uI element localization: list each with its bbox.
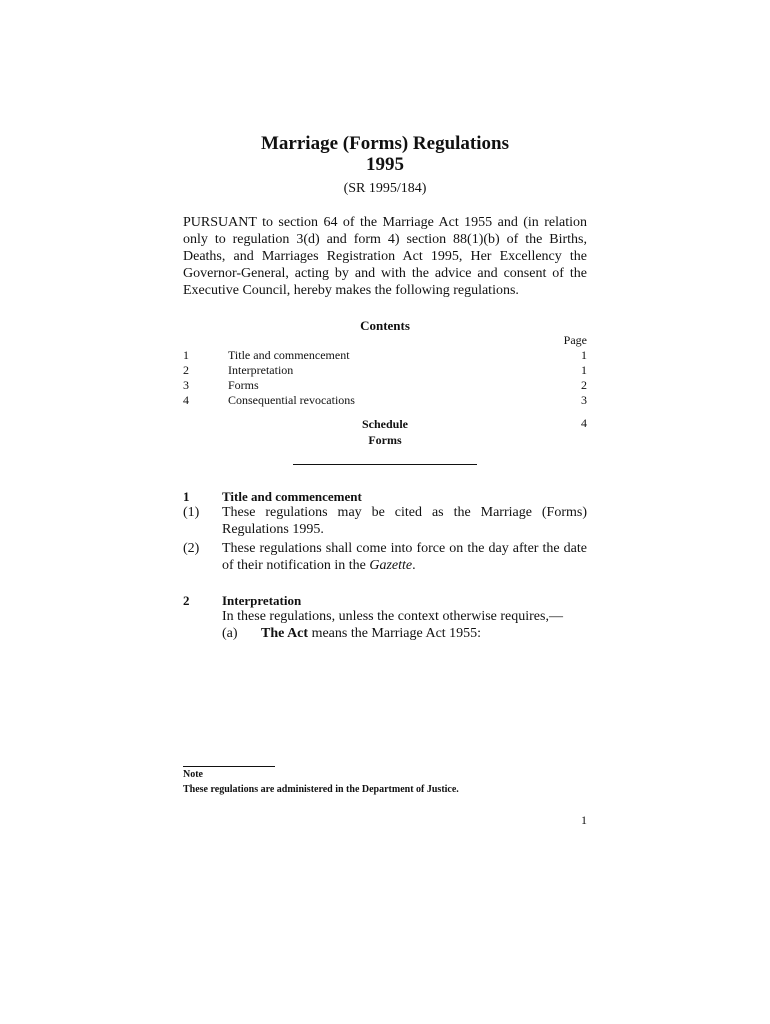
paragraph-text xyxy=(261,625,587,642)
document-title xyxy=(183,133,587,175)
subsection-number: (2) xyxy=(183,541,200,556)
toc-row[interactable] xyxy=(183,393,587,408)
toc-schedule-subtitle: Forms xyxy=(368,433,402,447)
subsection-text-start: These regulations shall come into force on the day after the date of their notification in the xyxy=(222,541,587,573)
subsection-text xyxy=(222,540,587,574)
gazette-italic: Gazette xyxy=(369,558,413,573)
page-number: 1 xyxy=(581,813,587,827)
paragraph-label: (a) xyxy=(222,626,238,641)
definition-text: means the Marriage Act 1955: xyxy=(308,626,482,641)
toc-number: 1 xyxy=(183,348,189,362)
note-heading: Note xyxy=(183,769,203,780)
toc-row[interactable] xyxy=(183,378,587,393)
section-2-intro: In these regulations, unless the context otherwise requires,— xyxy=(222,609,563,624)
preamble-paragraph: PURSUANT to section 64 of the Marriage Act 1955 and (in relation only to regulation 3(d) and form 4) section 88(1)(b) of the Births, Deaths, and Marriages Registration Act 1995, Her Excellency the Governor-General, acting by and with the advice and consent of the Executive Council, hereby makes the following regulations. xyxy=(183,215,587,298)
title-line-1: Marriage (Forms) Regulations xyxy=(261,133,509,154)
toc-label: Forms xyxy=(228,378,259,392)
sr-number: (SR 1995/184) xyxy=(343,181,427,196)
toc-label: Title and commencement xyxy=(228,348,350,362)
subsection-number: (1) xyxy=(183,505,200,520)
section-1-number: 1 xyxy=(183,489,190,504)
toc-number: 3 xyxy=(183,378,189,392)
toc-page: 1 xyxy=(581,363,587,377)
footnote-rule xyxy=(183,766,275,767)
section-2-number: 2 xyxy=(183,593,190,608)
toc-row[interactable] xyxy=(183,348,587,363)
toc-number: 2 xyxy=(183,363,189,377)
note-text: These regulations are administered in the Department of Justice. xyxy=(183,784,459,795)
toc-schedule-page: 4 xyxy=(581,416,587,430)
defined-term: The Act xyxy=(261,626,309,641)
toc-page: 2 xyxy=(581,378,587,392)
section-2-heading: Interpretation xyxy=(222,593,302,608)
toc-row[interactable] xyxy=(183,363,587,378)
contents-page-column-heading: Page xyxy=(563,333,587,347)
section-divider xyxy=(293,464,477,465)
toc-label: Consequential revocations xyxy=(228,393,355,407)
contents-heading: Contents xyxy=(360,318,410,333)
toc-schedule-title[interactable]: Schedule xyxy=(361,417,408,431)
title-line-2: 1995 xyxy=(366,154,404,175)
toc-page: 1 xyxy=(581,348,587,362)
section-1-heading: Title and commencement xyxy=(222,489,362,504)
toc-page: 3 xyxy=(581,393,587,407)
toc-number: 4 xyxy=(183,393,189,407)
subsection-text: These regulations may be cited as the Marriage (Forms) Regulations 1995. xyxy=(222,505,587,537)
toc-label: Interpretation xyxy=(228,363,294,377)
subsection-text-end: . xyxy=(412,558,416,573)
